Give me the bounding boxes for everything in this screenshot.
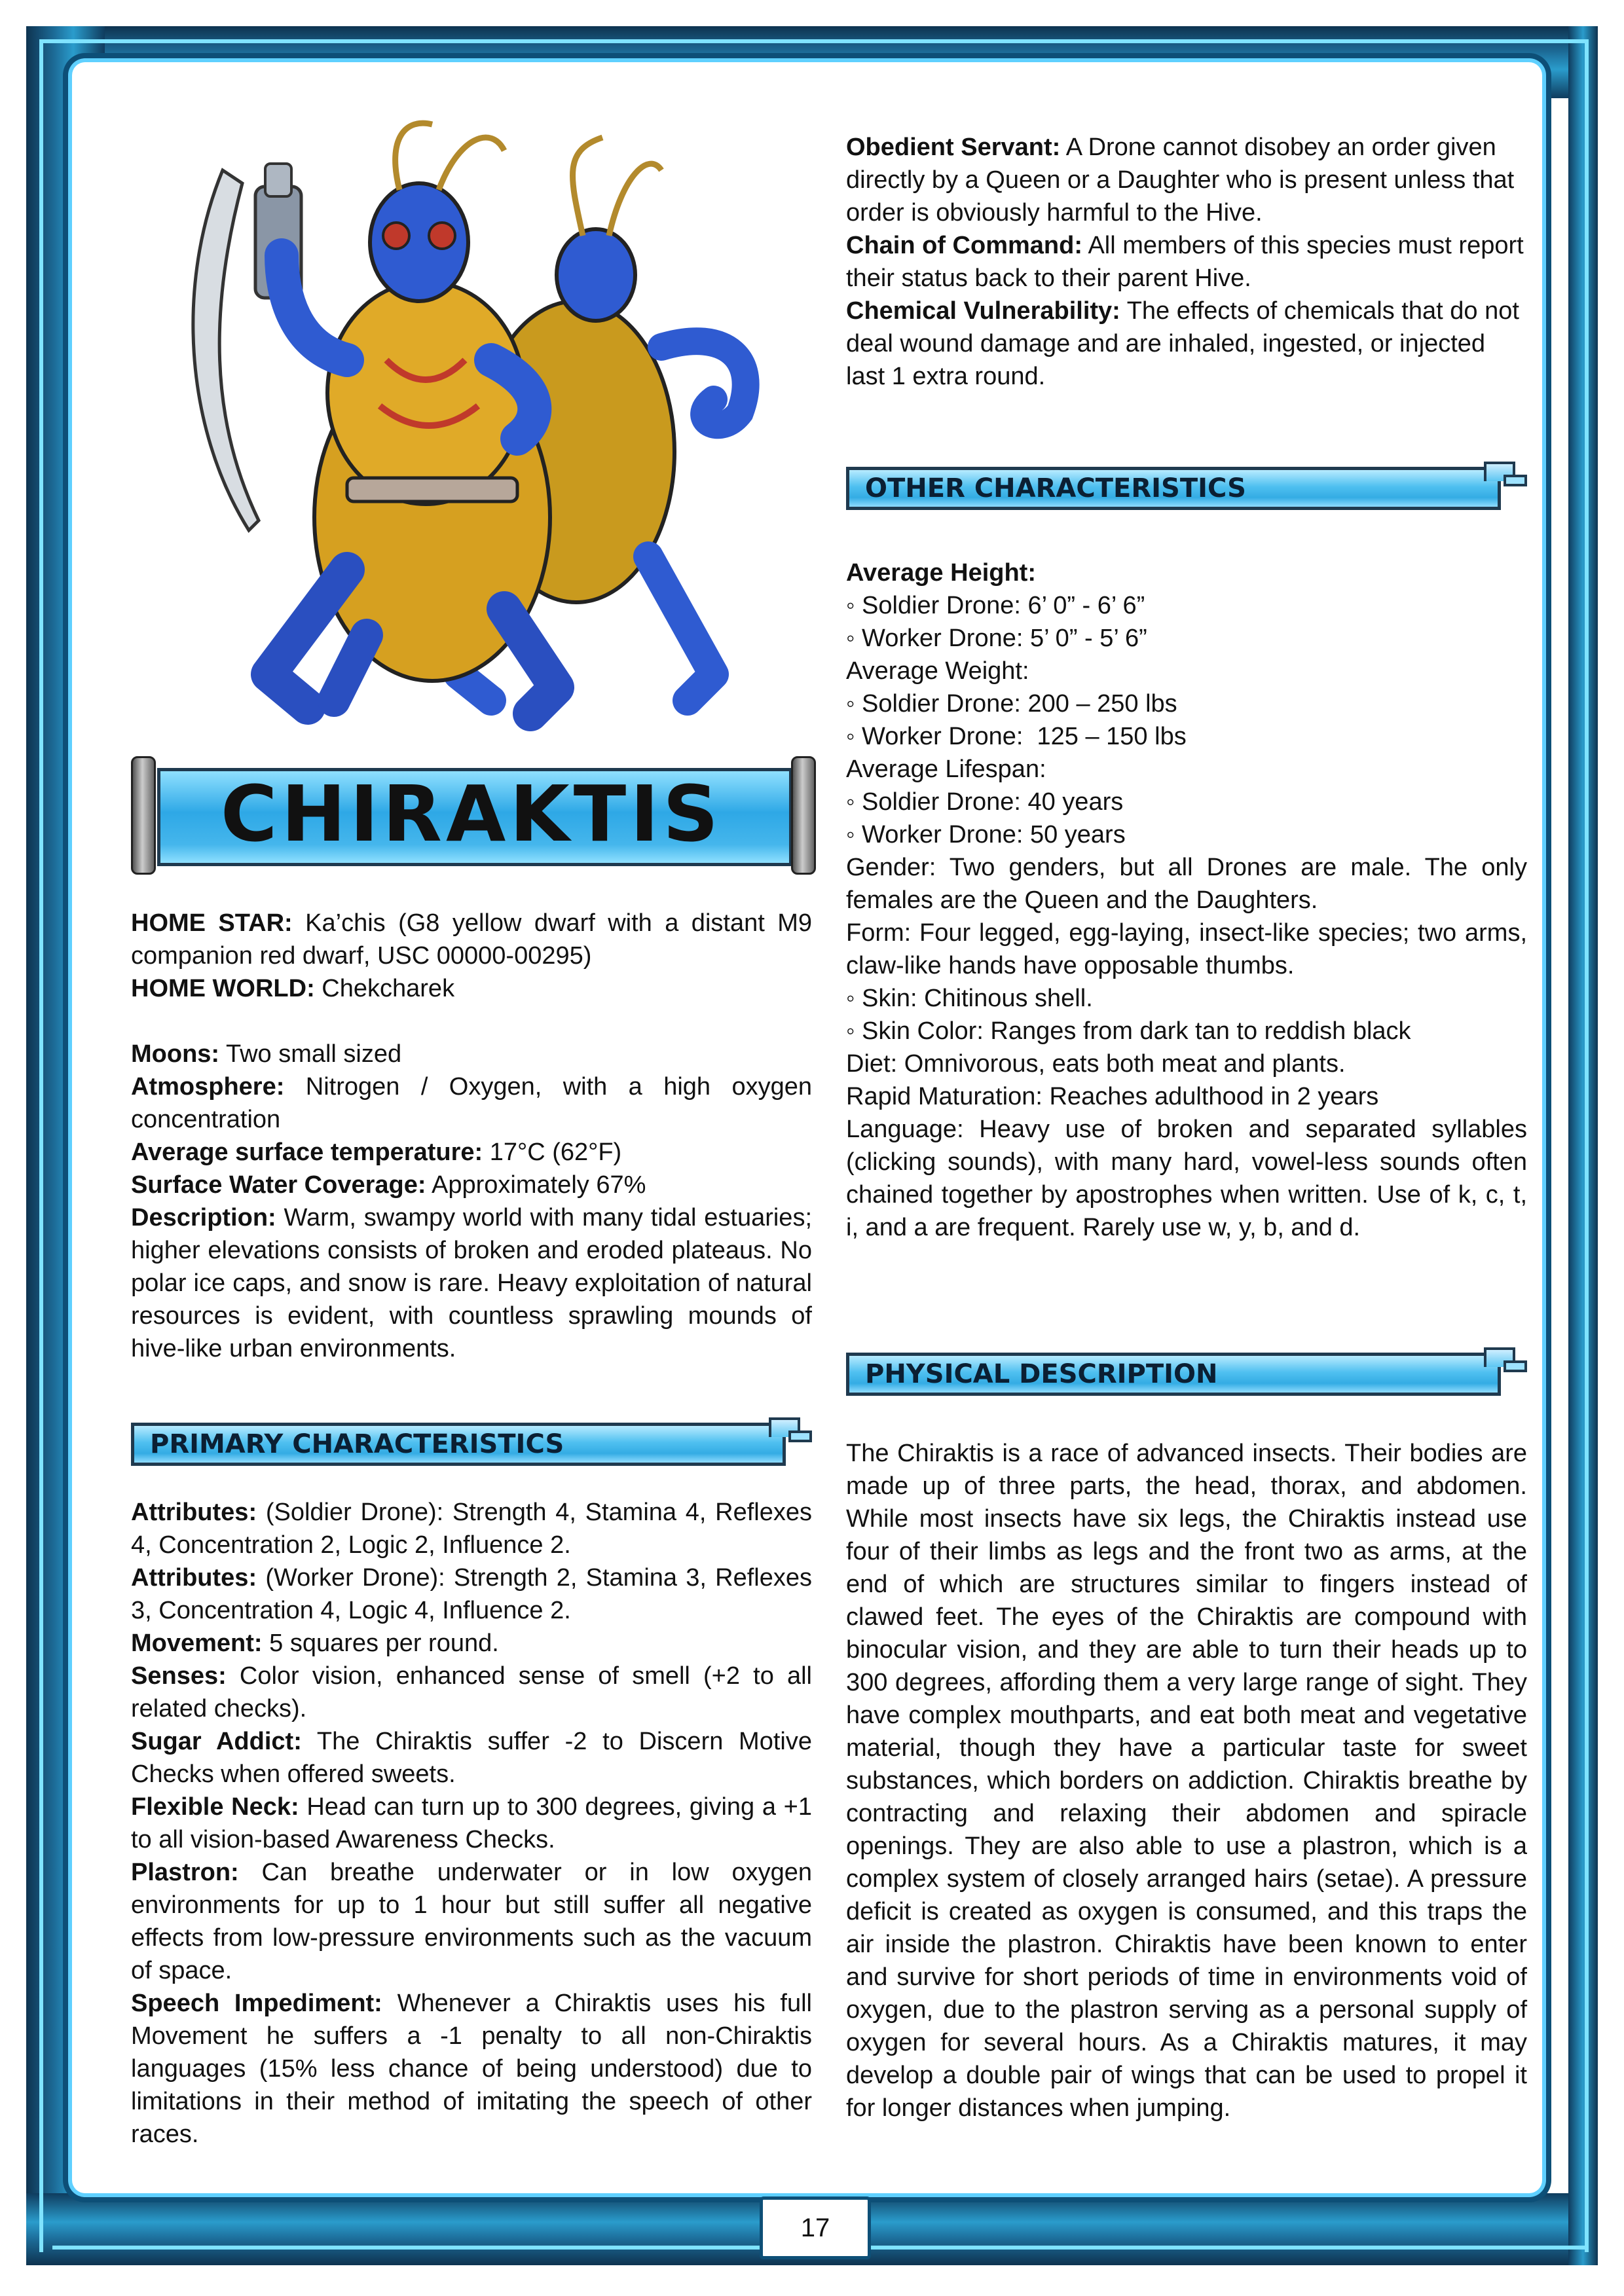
- world-atmosphere: Atmosphere: Nitrogen / Oxygen, with a high oxygen concentration: [131, 1073, 812, 1133]
- other-lifespan-worker: ◦ Worker Drone: 50 years: [846, 821, 1126, 848]
- other-block: [846, 556, 1527, 1244]
- section-primary: [131, 1417, 812, 1465]
- traits-continued-block: [846, 131, 1527, 393]
- circuit-trace: [39, 39, 43, 2252]
- world-water: Surface Water Coverage: Approximately 67%: [131, 1171, 646, 1199]
- primary-senses: Senses: Color vision, enhanced sense of smell (+2 to all related checks).: [131, 1662, 812, 1722]
- chiraktis-illustration: [151, 111, 805, 740]
- primary-sugar-addict: Sugar Addict: The Chiraktis suffer -2 to Discern Motive Checks when offered sweets.: [131, 1728, 812, 1788]
- frame-right: [1568, 26, 1598, 2265]
- trait-chemical: Chemical Vulnerability: The effects of chemicals that do not deal wound damage and are inhaled, ingested, or injected last 1 extra round.: [846, 297, 1519, 390]
- other-height-label: Average Height:: [846, 559, 1036, 587]
- world-temperature: Average surface temperature: 17°C (62°F): [131, 1139, 622, 1166]
- species-title: CHIRAKTIS: [220, 768, 723, 859]
- other-language: Language: Heavy use of broken and separated syllables (clicking sounds), with many hard, vowel-less sounds often chained together by apostrophes when written. Use of k, c, t, i, and a are frequent. Rarely use w, y, b, and d.: [846, 1116, 1527, 1241]
- primary-attr-worker: Attributes: (Worker Drone): Strength 2, Stamina 3, Reflexes 3, Concentration 4, Logic 4, Influence 2.: [131, 1564, 812, 1624]
- home-world: HOME WORLD: Chekcharek: [131, 975, 455, 1002]
- section-primary-title: PRIMARY CHARACTERISTICS: [131, 1423, 786, 1466]
- other-lifespan-label: Average Lifespan:: [846, 756, 1046, 783]
- section-tab-small: [1504, 475, 1527, 486]
- primary-plastron: Plastron: Can breathe underwater or in low oxygen environments for up to 1 hour but still suffer all negative effects from low-pressure environments such as the vacuum of space.: [131, 1859, 812, 1984]
- primary-block: [131, 1496, 812, 2151]
- trait-obedient: Obedient Servant: A Drone cannot disobey an order given directly by a Queen or a Daughter who is present unless that order is obviously harmful to the Hive.: [846, 134, 1515, 227]
- circuit-trace: [39, 39, 1585, 43]
- other-height-soldier: ◦ Soldier Drone: 6’ 0” - 6’ 6”: [846, 592, 1145, 619]
- other-maturation: Rapid Maturation: Reaches adulthood in 2 years: [846, 1083, 1379, 1110]
- other-skin: ◦ Skin: Chitinous shell.: [846, 985, 1093, 1012]
- species-title-banner: [131, 756, 812, 871]
- other-weight-soldier: ◦ Soldier Drone: 200 – 250 lbs: [846, 690, 1177, 718]
- other-weight-worker: ◦ Worker Drone: 125 – 150 lbs: [846, 723, 1187, 750]
- other-diet: Diet: Omnivorous, eats both meat and plants.: [846, 1050, 1346, 1078]
- physical-block: [846, 1437, 1527, 2124]
- section-tab-small: [1504, 1360, 1527, 1372]
- physical-description: The Chiraktis is a race of advanced insects. Their bodies are made up of three parts, the head, thorax, and abdomen. While most insects have six legs, the Chiraktis instead use four of their limbs as legs and the front two as arms, at the end of which are structures similar to fingers instead of clawed feet. The eyes of the Chiraktis are compound with binocular vision, and they are able to turn their heads up to 300 degrees, affording them a very large range of sight. They have complex mouthparts, and eat both meat and vegetative material, though they have a particular taste for sweet substances, which borders on addiction. Chiraktis breathe by contracting and relaxing their abdomen and spiracle openings. They are also able to use a plastron, which is a complex system of closely arranged hairs (setae). A pressure deficit is created as oxygen is consumed, and this traps the air inside the plastron. Chiraktis have been known to enter and survive for short periods of time in environments void of oxygen, due to the plastron serving as a personal supply of oxygen for several hours. As a Chiraktis matures, it may develop a double pair of wings that can be used to propel it for longer distances when jumping.: [846, 1440, 1527, 2122]
- section-tab-small: [788, 1430, 812, 1442]
- world-description: Description: Warm, swampy world with many tidal estuaries; higher elevations consists of broken and eroded plateaus. No polar ice caps, and snow is rare. Heavy exploitation of natural resources is evident, with countless sprawling mounds of hive-like urban environments.: [131, 1204, 812, 1362]
- other-weight-label: Average Weight:: [846, 657, 1029, 685]
- section-other-title: OTHER CHARACTERISTICS: [846, 467, 1501, 510]
- section-other: [846, 462, 1527, 509]
- other-form: Form: Four legged, egg-laying, insect-like species; two arms, claw-like hands have opposable thumbs.: [846, 919, 1527, 979]
- circuit-trace: [1585, 39, 1589, 2252]
- primary-speech: Speech Impediment: Whenever a Chiraktis uses his full Movement he suffers a -1 penalty to all non-Chiraktis languages (15% less chance of being understood) due to limitations in their method of imitating the speech of other races.: [131, 1990, 812, 2148]
- other-skin-color: ◦ Skin Color: Ranges from dark tan to reddish black: [846, 1017, 1411, 1045]
- section-physical: [846, 1347, 1527, 1394]
- primary-attr-soldier: Attributes: (Soldier Drone): Strength 4, Stamina 4, Reflexes 4, Concentration 2, Logic 2, Influence 2.: [131, 1499, 812, 1559]
- other-gender: Gender: Two genders, but all Drones are male. The only females are the Queen and the Daughters.: [846, 854, 1527, 914]
- section-physical-title: PHYSICAL DESCRIPTION: [846, 1353, 1501, 1396]
- primary-movement: Movement: 5 squares per round.: [131, 1630, 499, 1657]
- page-number: 17: [760, 2196, 871, 2259]
- primary-flexible-neck: Flexible Neck: Head can turn up to 300 degrees, giving a +1 to all vision-based Awareness Checks.: [131, 1793, 812, 1853]
- home-star: HOME STAR: Ka’chis (G8 yellow dwarf with a distant M9 companion red dwarf, USC 00000-00295): [131, 909, 812, 970]
- other-lifespan-soldier: ◦ Soldier Drone: 40 years: [846, 788, 1124, 816]
- home-block: [131, 907, 812, 1005]
- other-height-worker: ◦ Worker Drone: 5’ 0” - 5’ 6”: [846, 625, 1147, 652]
- world-moons: Moons: Two small sized: [131, 1040, 402, 1068]
- trait-chain: Chain of Command: All members of this species must report their status back to their parent Hive.: [846, 232, 1524, 292]
- world-block: [131, 1038, 812, 1365]
